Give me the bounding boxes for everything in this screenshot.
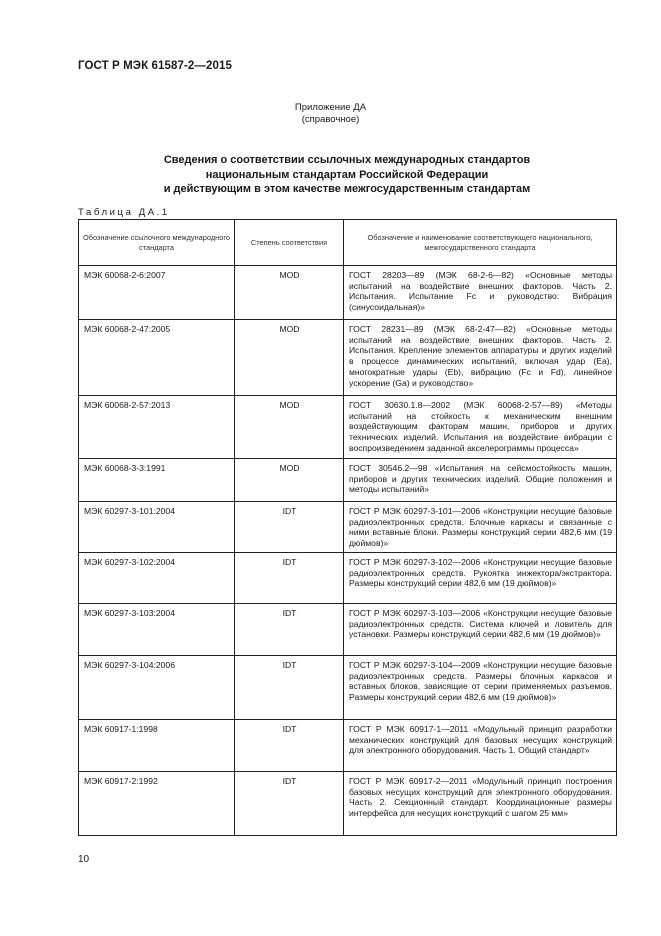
column-header-reference: Обозначение ссылочного международного стандарта (79, 220, 235, 266)
appendix-subtitle: (справочное) (301, 114, 360, 125)
table-row (79, 656, 617, 720)
reference-cell: МЭК 60917-1:1998 (79, 720, 235, 772)
table-row (79, 459, 617, 502)
degree-cell: IDT (235, 502, 344, 553)
standard-name-cell: ГОСТ 30630.1.8—2002 (МЭК 60068-2-57—89) «Методы испытаний на стойкость к механическим внешним воздействующим факторам машин, приборов и других технических изделий. Испытания на воздействие вибрации с воспроизведением заданной акселерограммы процесса» (344, 396, 617, 459)
section-title-line: и действующим в этом качестве межгосударственным стандартам (163, 183, 531, 195)
degree-cell: IDT (235, 656, 344, 720)
standard-name-cell: ГОСТ Р МЭК 60917-2—2011 «Модульный принцип построения базовых несущих конструкций для электронного оборудования. Часть 2. Секционный стандарт. Координационные размеры интерфейса для несущих конструкций с шагом 25 мм» (344, 772, 617, 836)
document-header: ГОСТ Р МЭК 61587-2—2015 (78, 60, 232, 72)
table-header (79, 220, 617, 266)
section-title-line: Сведения о соответствии ссылочных международных стандартов (163, 154, 531, 166)
reference-cell: МЭК 60068-2-57:2013 (79, 396, 235, 459)
degree-cell: MOD (235, 396, 344, 459)
degree-cell: IDT (235, 604, 344, 656)
standard-name-cell: ГОСТ Р МЭК 60917-1—2011 «Модульный принцип разработки механических конструкций для базовых несущих конструкций для электронного оборудования. Часть 1. Общий стандарт» (344, 720, 617, 772)
degree-cell: IDT (235, 553, 344, 604)
reference-cell: МЭК 60297-3-103:2004 (79, 604, 235, 656)
section-title (78, 153, 616, 197)
table-row (79, 266, 617, 320)
reference-cell: МЭК 60917-2:1992 (79, 772, 235, 836)
column-header-degree: Степень соответствия (235, 220, 344, 266)
standard-name-cell: ГОСТ 28231—89 (МЭК 68-2-47—82) «Основные методы испытаний на воздействие внешних факторов. Часть 2. Испытания. Крепление элементов аппаратуры и других изделий в процессе динамических испытаний, включая удар (Ea), многократные удары (Eb), вибрацию (Fc и Fd), линейное ускорение (Ga) и руководство» (344, 320, 617, 396)
degree-cell: IDT (235, 772, 344, 836)
table-row (79, 772, 617, 836)
standards-table (78, 219, 617, 836)
reference-cell: МЭК 60297-3-104:2006 (79, 656, 235, 720)
standard-name-cell: ГОСТ Р МЭК 60297-3-101—2006 «Конструкции несущие базовые радиоэлектронных средств. Блочные каркасы и связанные с ними вставные блоки. Размеры конструкций серии 482,6 мм (19 дюймов)» (344, 502, 617, 553)
degree-cell: IDT (235, 720, 344, 772)
standard-name-cell: ГОСТ Р МЭК 60297-3-103—2006 «Конструкции несущие базовые радиоэлектронных средств. Система ключей и ловитель для установки. Размеры конструкций серии 482,6 мм (19 дюймов)» (344, 604, 617, 656)
reference-cell: МЭК 60068-3-3:1991 (79, 459, 235, 502)
table-row (79, 320, 617, 396)
table-row (79, 553, 617, 604)
degree-cell: MOD (235, 266, 344, 320)
standard-name-cell: ГОСТ Р МЭК 60297-3-104—2009 «Конструкции несущие базовые радиоэлектронных средств. Размеры блочных каркасов и вставных блоков, зависящие от серии применяемых разъемов. Размеры конструкций серии 482,6 мм (19 дюймов)» (344, 656, 617, 720)
table-caption: Таблица ДА.1 (78, 207, 170, 218)
page-number: 10 (78, 854, 90, 865)
reference-cell: МЭК 60297-3-102:2004 (79, 553, 235, 604)
table-row (79, 396, 617, 459)
reference-cell: МЭК 60068-2-47:2005 (79, 320, 235, 396)
reference-cell: МЭК 60297-3-101:2004 (79, 502, 235, 553)
table-row (79, 604, 617, 656)
table-row (79, 502, 617, 553)
appendix-heading (0, 102, 661, 126)
table-body (79, 266, 617, 836)
degree-cell: MOD (235, 320, 344, 396)
degree-cell: MOD (235, 459, 344, 502)
reference-cell: МЭК 60068-2-6:2007 (79, 266, 235, 320)
appendix-title: Приложение ДА (294, 102, 367, 113)
table-row (79, 720, 617, 772)
standard-name-cell: ГОСТ 30546.2—98 «Испытания на сейсмостойкость машин, приборов и других технических изделий. Общие положения и методы испытаний» (344, 459, 617, 502)
section-title-line: национальным стандартам Российской Федерации (205, 168, 489, 181)
standard-name-cell: ГОСТ 28203—89 (МЭК 68-2-6—82) «Основные методы испытаний на воздействие внешних факторов. Часть 2. Испытания. Испытание Fc и руководство: Вибрация (синусоидальная)» (344, 266, 617, 320)
standard-name-cell: ГОСТ Р МЭК 60297-3-102—2006 «Конструкции несущие базовые радиоэлектронных средств. Рукоятка инжектора/экстрактора. Размеры конструкций серии 482,6 мм (19 дюймов)» (344, 553, 617, 604)
column-header-name: Обозначение и наименование соответствующего национального, межгосударственного стандарта (344, 220, 617, 266)
